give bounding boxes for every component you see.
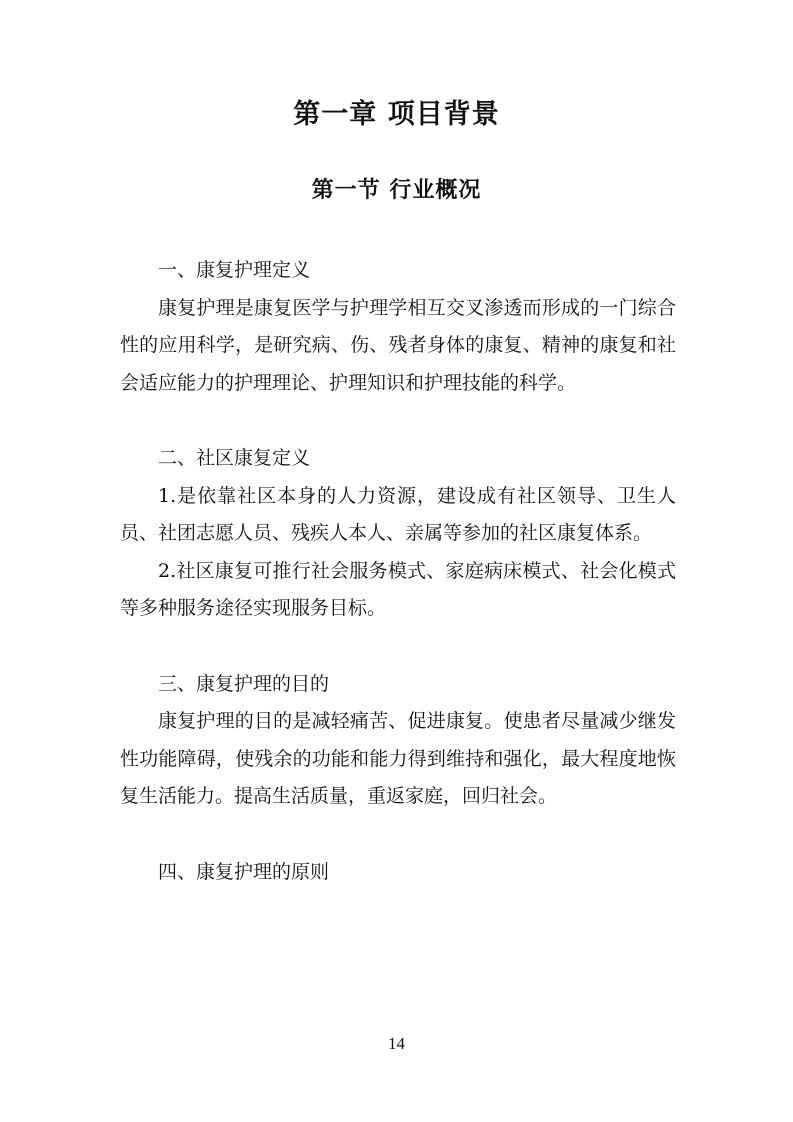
heading-rehab-nursing-principles: 四、康复护理的原则: [158, 860, 330, 883]
paragraph-community-rehab-item-1: 1.是依靠社区本身的人力资源，建设成有社区领导、卫生人员、社团志愿人员、残疾人本人、亲属等参加的社区康复体系。: [120, 484, 676, 545]
page-number: 14: [388, 1034, 405, 1053]
document-body: [120, 252, 676, 891]
chapter-title: 第一章 项目背景: [293, 99, 500, 130]
heading-rehab-nursing-definition: 一、康复护理定义: [158, 259, 311, 281]
section-title: 第一节 行业概况: [311, 178, 482, 203]
paragraph-spacer: [120, 402, 676, 440]
paragraph-spacer: [120, 816, 676, 854]
paragraph-rehab-nursing-purpose: 康复护理的目的是减轻痛苦、促进康复。使患者尽量减少继发性功能障碍，使残余的功能和能力得到维持和强化，最大程度地恢复生活能力。提高生活质量，重返家庭，回归社会。: [120, 710, 676, 808]
paragraph-community-rehab-item-2: 2.社区康复可推行社会服务模式、家庭病床模式、社会化模式等多种服务途径实现服务目标。: [120, 559, 676, 620]
heading-rehab-nursing-purpose: 三、康复护理的目的: [158, 672, 330, 695]
paragraph-rehab-nursing-definition: 康复护理是康复医学与护理学相互交叉渗透而形成的一门综合性的应用科学，是研究病、伤、残者身体的康复、精神的康复和社会适应能力的护理理论、护理知识和护理技能的科学。: [120, 296, 676, 394]
paragraph-spacer: [120, 628, 676, 666]
heading-community-rehab-definition: 二、社区康复定义: [158, 446, 311, 469]
